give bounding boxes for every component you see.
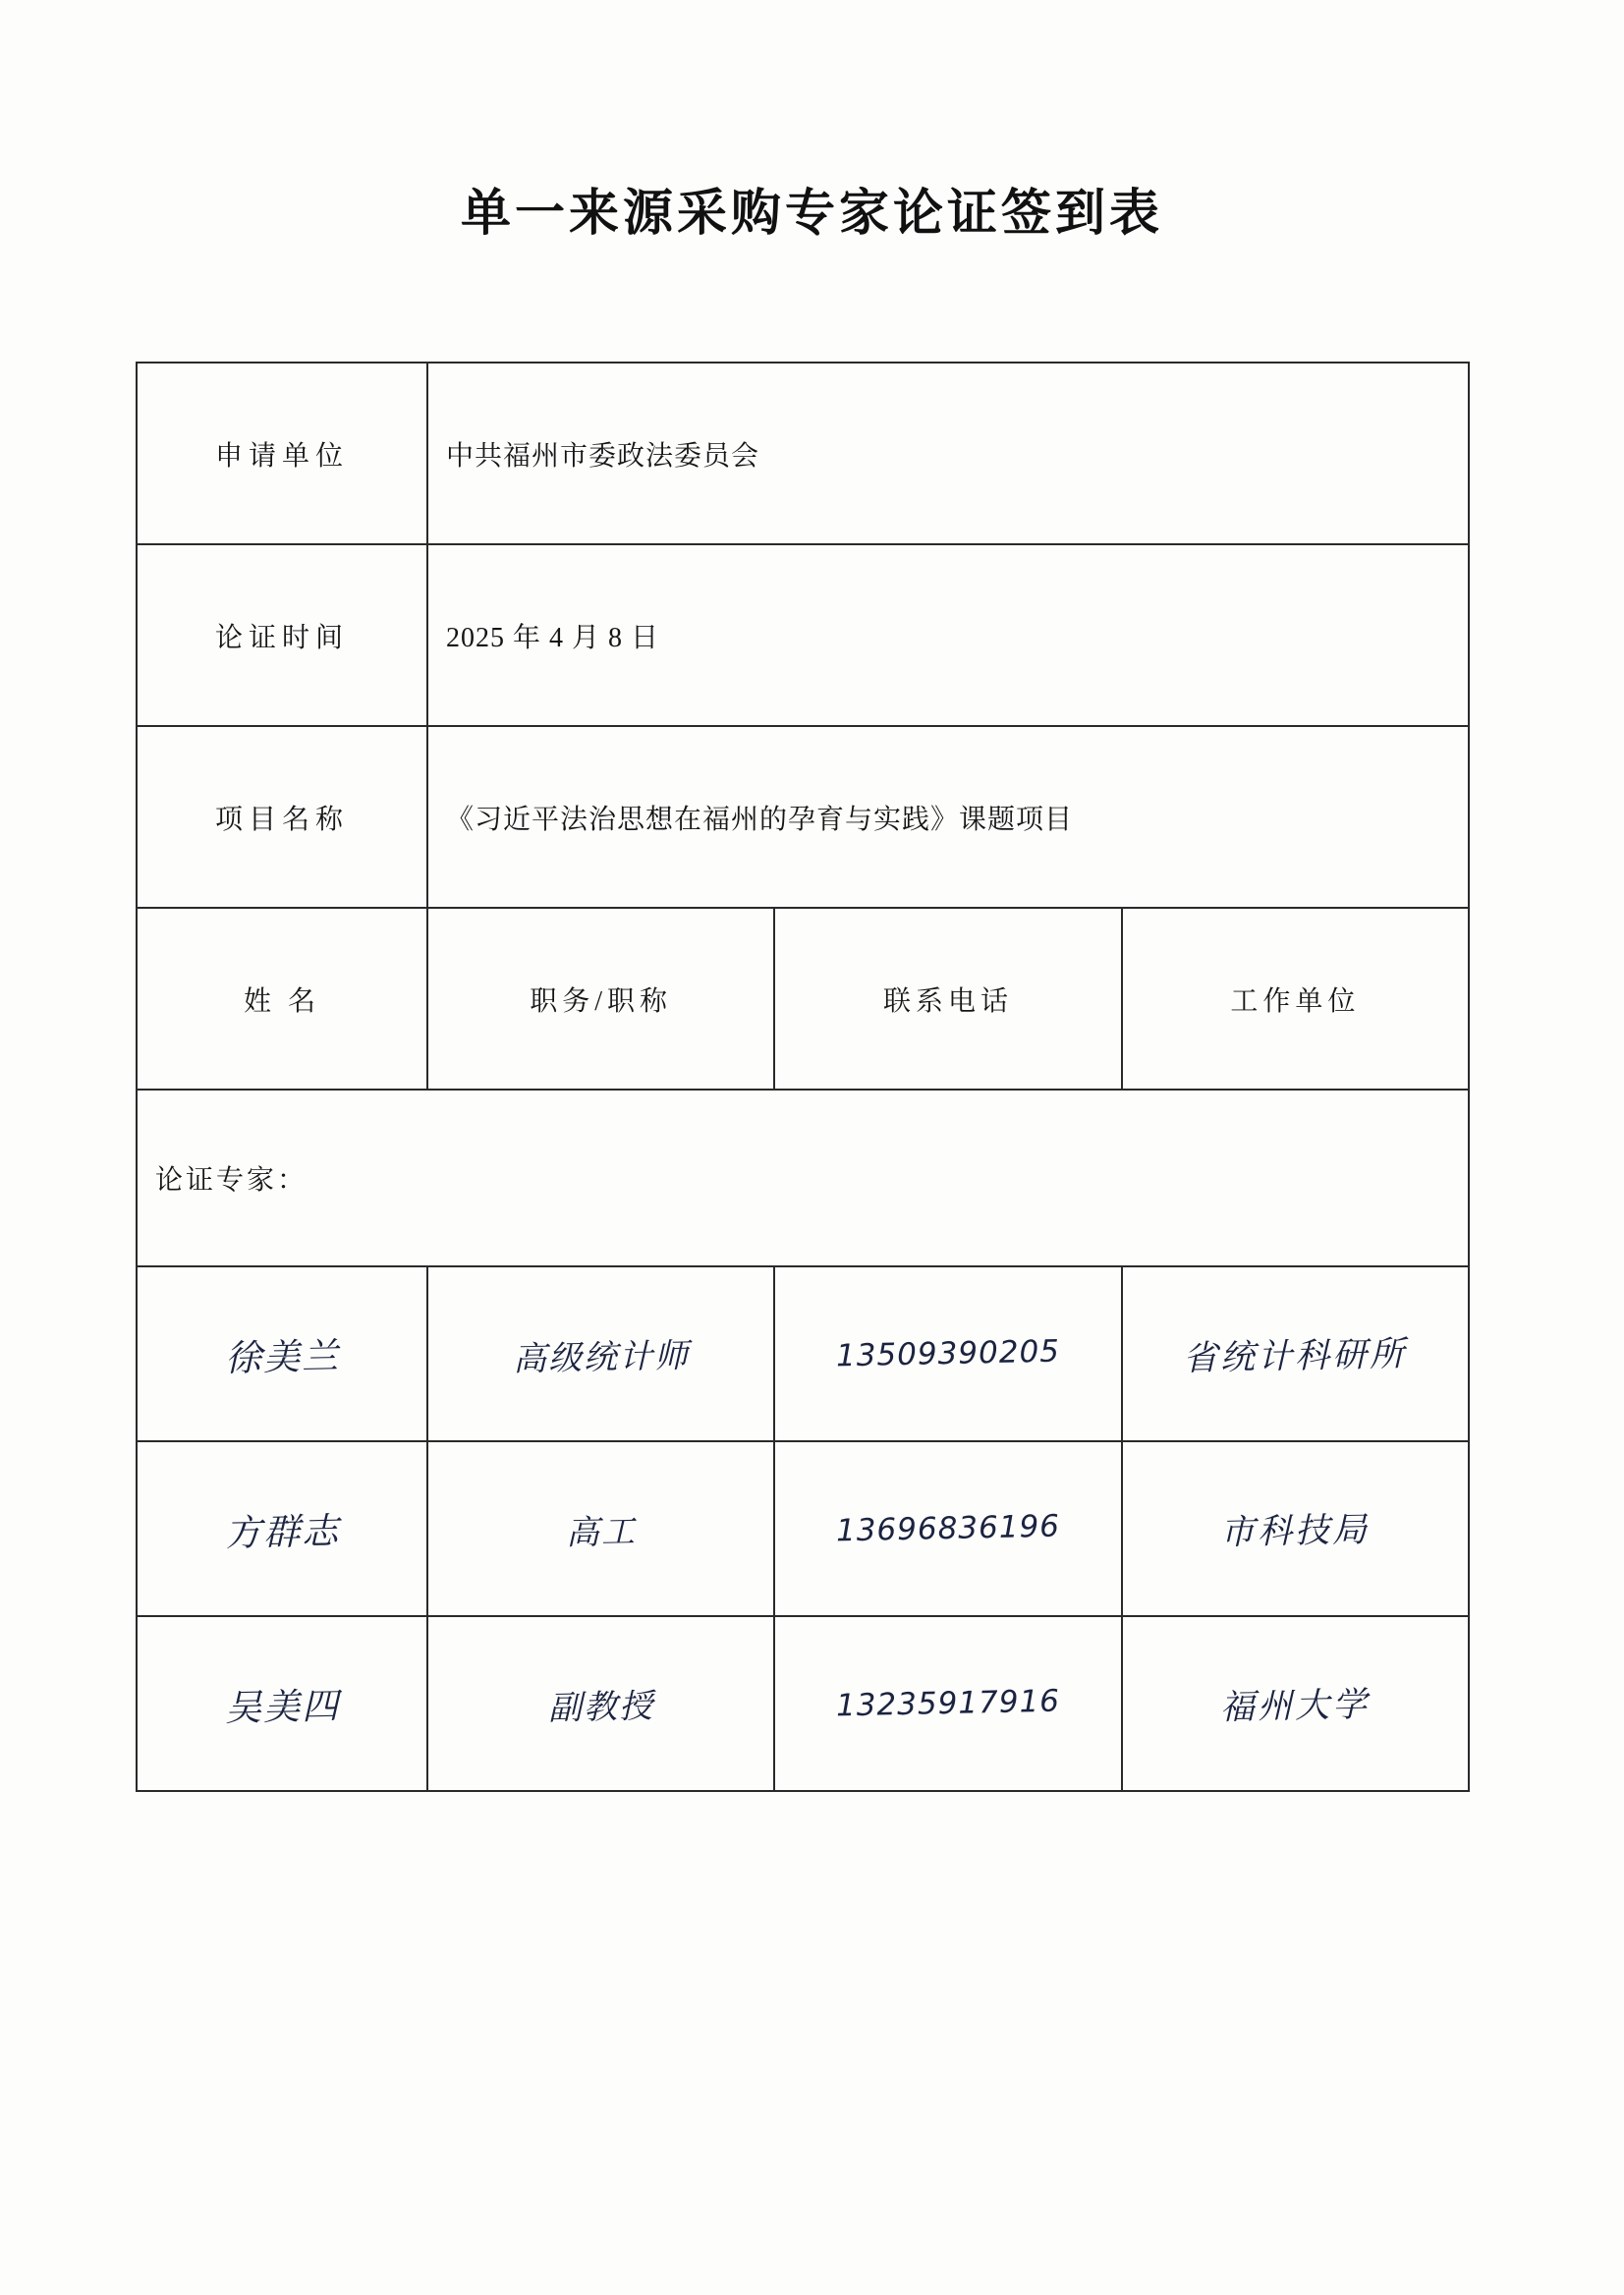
table-row [137,1616,1469,1791]
handwritten-phone: 13696836196 [835,1508,1061,1549]
column-header-organization: 工作单位 [1122,908,1469,1090]
table-row [137,1266,1469,1441]
table-row-applicant [137,363,1469,544]
sign-in-form [136,362,1470,1792]
expert-name-cell [137,1616,427,1791]
handwritten-organization: 福州大学 [1219,1685,1371,1728]
expert-organization-cell [1122,1616,1469,1791]
expert-position-cell [427,1441,774,1616]
handwritten-position: 高工 [565,1511,638,1553]
handwritten-phone: 13509390205 [835,1333,1061,1374]
expert-organization-cell [1122,1266,1469,1441]
form-table [136,362,1470,1792]
handwritten-phone: 13235917916 [835,1683,1061,1724]
handwritten-organization: 市科技局 [1219,1510,1371,1553]
expert-phone-cell [774,1266,1121,1441]
expert-position-cell [427,1266,774,1441]
table-row-date [137,544,1469,726]
handwritten-name: 徐美兰 [224,1334,341,1380]
table-row-expert-section [137,1090,1469,1266]
table-row-project [137,726,1469,908]
column-header-position: 职务/职称 [427,908,774,1090]
label-demonstration-date: 论证时间 [137,544,427,726]
value-demonstration-date: 2025 年 4 月 8 日 [427,544,1469,726]
table-header-row [137,908,1469,1090]
expert-section-label: 论证专家： [137,1090,1469,1266]
handwritten-position: 高级统计师 [512,1335,691,1379]
expert-phone-cell [774,1441,1121,1616]
column-header-name: 姓 名 [137,908,427,1090]
label-applicant-unit: 申请单位 [137,363,427,544]
handwritten-name: 方群志 [224,1509,341,1555]
expert-organization-cell [1122,1441,1469,1616]
expert-position-cell [427,1616,774,1791]
table-row [137,1441,1469,1616]
handwritten-name: 吴美四 [224,1684,341,1730]
handwritten-organization: 省统计科研所 [1182,1334,1408,1379]
value-project-name: 《习近平法治思想在福州的孕育与实践》课题项目 [427,726,1469,908]
handwritten-position: 副教授 [547,1686,655,1728]
value-applicant-unit: 中共福州市委政法委员会 [427,363,1469,544]
column-header-phone: 联系电话 [774,908,1121,1090]
page-title: 单一来源采购专家论证签到表 [460,187,1163,242]
expert-name-cell [137,1441,427,1616]
expert-name-cell [137,1266,427,1441]
expert-phone-cell [774,1616,1121,1791]
label-project-name: 项目名称 [137,726,427,908]
